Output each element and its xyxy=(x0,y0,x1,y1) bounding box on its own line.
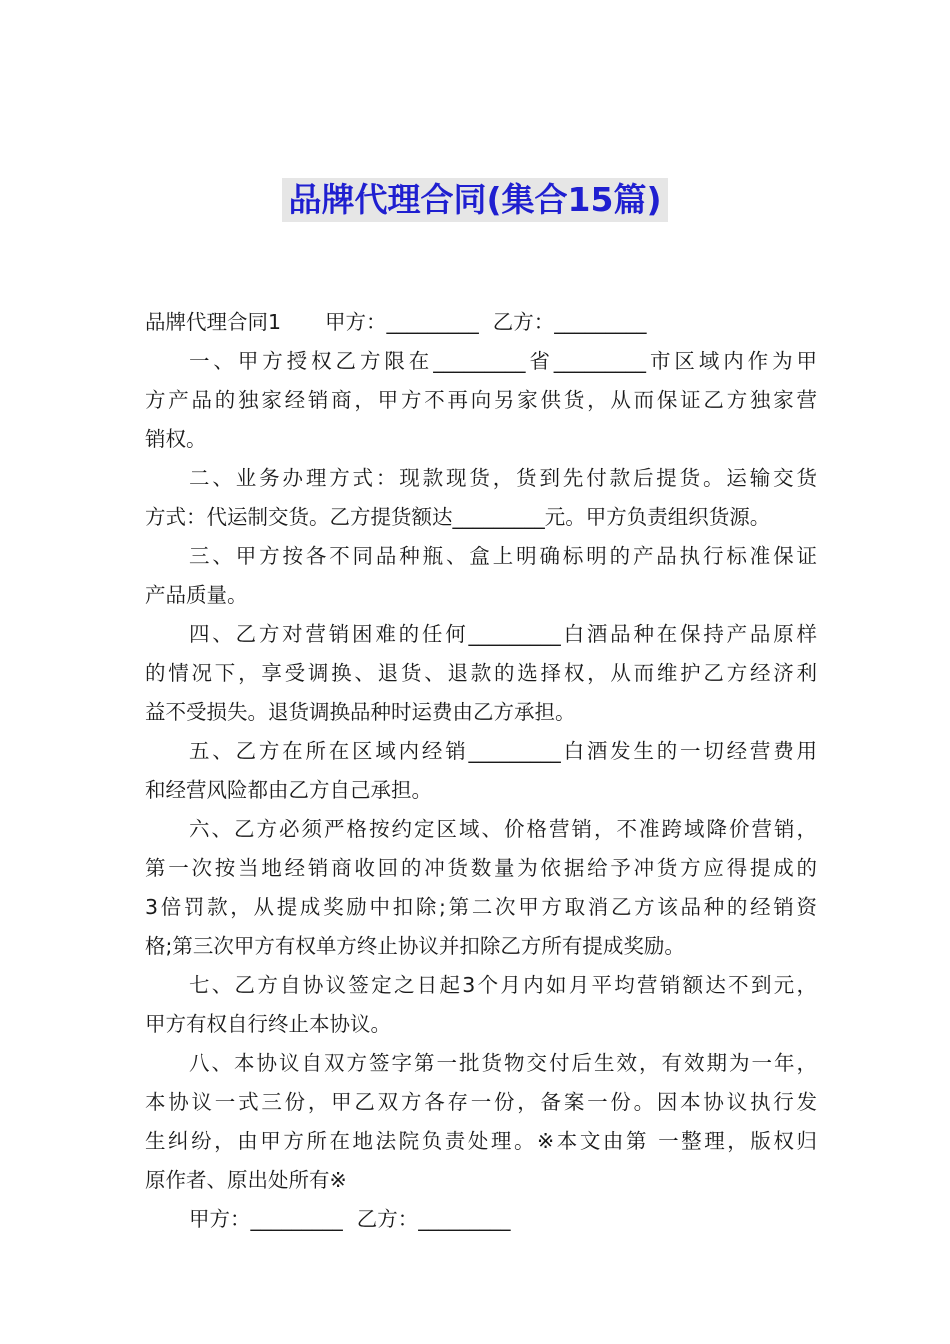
clause-4-line-2: 的情况下，享受调换、退货、退款的选择权，从而维护乙方经济利 xyxy=(145,661,817,685)
signature-party-a: 甲方：_________ xyxy=(189,1207,343,1231)
clause-7-line-2: 甲方有权自行终止本协议。 xyxy=(145,1012,391,1036)
clause-3-line-2: 产品质量。 xyxy=(145,583,248,607)
clause-8-line-4: 原作者、原出处所有※ xyxy=(145,1168,347,1192)
clause-2-line-1: 二、业务办理方式：现款现货，货到先付款后提货。运输交货 xyxy=(189,466,817,490)
document-body xyxy=(145,303,817,1239)
clause-2-line-2: 方式：代运制交货。乙方提货额达_________元。甲方负责组织货源。 xyxy=(145,505,771,529)
clause-1-line-3: 销权。 xyxy=(145,427,207,451)
clause-3-line-1: 三、甲方按各不同品种瓶、盒上明确标明的产品执行标准保证 xyxy=(189,544,817,568)
clause-4-line-3: 益不受损失。退货调换品种时运费由乙方承担。 xyxy=(145,700,576,724)
document-title: 品牌代理合同(集合15篇) xyxy=(282,178,667,222)
clause-5-line-1: 五、乙方在所在区域内经销_________白酒发生的一切经营费用 xyxy=(189,739,817,763)
clause-1-line-1: 一、甲方授权乙方限在_________省_________市区域内作为甲 xyxy=(189,349,817,373)
clause-5-line-2: 和经营风险都由乙方自己承担。 xyxy=(145,778,432,802)
contract-header-label: 品牌代理合同1 xyxy=(145,310,282,334)
title-container xyxy=(0,178,950,222)
clause-8-line-3: 生纠纷，由甲方所在地法院负责处理。※本文由第 一整理，版权归 xyxy=(145,1129,817,1153)
header-party-a: 甲方：_________ xyxy=(325,310,479,334)
clause-6-line-1: 六、乙方必须严格按约定区域、价格营销，不准跨域降价营销， xyxy=(189,817,817,841)
clause-8-line-1: 八、本协议自双方签字第一批货物交付后生效，有效期为一年， xyxy=(189,1051,817,1075)
clause-6-line-2: 第一次按当地经销商收回的冲货数量为依据给予冲货方应得提成的 xyxy=(145,856,817,880)
clause-6-line-3: 3倍罚款，从提成奖励中扣除;第二次甲方取消乙方该品种的经销资 xyxy=(145,895,817,919)
signature-line xyxy=(145,1200,817,1239)
clause-7-line-1: 七、乙方自协议签定之日起3个月内如月平均营销额达不到元， xyxy=(189,973,817,997)
header-party-b: 乙方：_________ xyxy=(492,310,647,334)
contract-header-line xyxy=(145,303,817,342)
clause-4-line-1: 四、乙方对营销困难的任何_________白酒品种在保持产品原样 xyxy=(189,622,817,646)
clause-8-line-2: 本协议一式三份，甲乙双方各存一份，备案一份。因本协议执行发 xyxy=(145,1090,817,1114)
clause-6-line-4: 格;第三次甲方有权单方终止协议并扣除乙方所有提成奖励。 xyxy=(145,934,685,958)
signature-party-b: 乙方：_________ xyxy=(356,1207,511,1231)
clause-1-line-2: 方产品的独家经销商，甲方不再向另家供货，从而保证乙方独家营 xyxy=(145,388,817,412)
